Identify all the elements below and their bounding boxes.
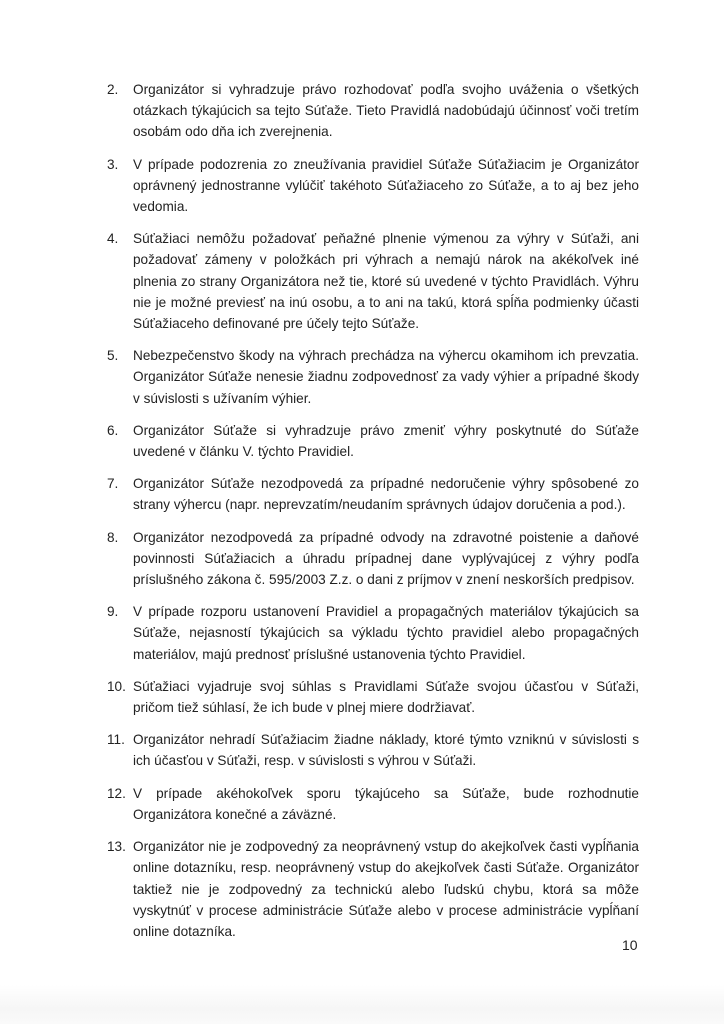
item-text: Organizátor nehradí Súťažiacim žiadne náklady, ktoré týmto vzniknú v súvislosti s ich účasťou v Súťaži, resp. v súvislosti s výhrou v Súťaži.: [133, 732, 639, 769]
item-text: Súťažiaci vyjadruje svoj súhlas s Pravidlami Súťaže svojou účasťou v Súťaži, pričom tiež súhlasí, že ich bude v plnej miere dodržiavať.: [133, 678, 639, 716]
item-text: V prípade rozporu ustanovení Pravidiel a propagačných materiálov týkajúcich sa Súťaže, nejasností týkajúcich sa výkladu týchto pravidiel alebo propagačných materiálov, majú prednosť príslušné ustanovenia týchto Pravidiel.: [133, 604, 639, 662]
list-item: [107, 783, 639, 825]
item-number: 6.: [107, 422, 119, 438]
list-item: [107, 473, 639, 515]
list-item: [107, 527, 639, 591]
item-text: Organizátor Súťaže si vyhradzuje právo zmeniť výhry poskytnuté do Súťaže uvedené v článku V. týchto Pravidiel.: [133, 422, 639, 460]
item-text: Súťažiaci nemôžu požadovať peňažné plnenie výmenou za výhry v Súťaži, ani požadovať zámeny v položkách pri výhrach a nemajú nárok na akékoľvek iné plnenia zo strany Organizátora než tie, ktoré sú uvedené v týchto Pravidlách. Výhru nie je možné previesť na inú osobu, a to ani na takú, ktorá spĺňa podmienky účasti Súťažiaceho definované pre účely tejto Súťaže.: [133, 231, 639, 332]
item-number: 13.: [107, 839, 126, 855]
item-number: 9.: [107, 604, 119, 620]
item-text: Organizátor nezodpovedá za prípadné odvody na zdravotné poistenie a daňové povinnosti Súťažiacich a úhradu prípadnej dane vyplývajúcej z výhry podľa príslušného zákona č. 595/2003 Z.z. o dani z príjmov v znení neskorších predpisov.: [133, 529, 639, 588]
item-number: 4.: [107, 231, 119, 247]
item-number: 10.: [107, 678, 126, 694]
item-number: 3.: [107, 156, 119, 172]
item-text: V prípade podozrenia zo zneužívania pravidiel Súťaže Súťažiacim je Organizátor oprávnený jednostranne vylúčiť takéhoto Súťažiaceho zo Súťaže, a to aj bez jeho vedomia.: [133, 156, 639, 215]
item-number: 2.: [107, 82, 119, 97]
list-item: [107, 601, 639, 665]
item-number: 11.: [107, 732, 125, 748]
item-text: Organizátor Súťaže nezodpovedá za prípadné nedoručenie výhry spôsobené zo strany výhercu (napr. neprevzatím/neudaním správnych údajov doručenia a pod.).: [133, 476, 639, 513]
list-item: [107, 154, 639, 218]
rules-list: [107, 79, 639, 953]
list-item: [107, 420, 639, 462]
item-number: 5.: [107, 348, 119, 364]
page-bottom-edge: [0, 985, 724, 1024]
list-item: [107, 836, 639, 942]
item-text: Nebezpečenstvo škody na výhrach prechádza na výhercu okamihom ich prevzatia. Organizátor Súťaže nenesie žiadnu zodpovednosť za vady výhier a prípadné škody v súvislosti s užívaním výhier.: [133, 348, 639, 406]
item-number: 7.: [107, 476, 119, 492]
item-number: 8.: [107, 529, 119, 545]
list-item: [107, 729, 639, 771]
list-item: [107, 228, 639, 334]
item-text: V prípade akéhokoľvek sporu týkajúceho sa Súťaže, bude rozhodnutie Organizátora konečné a záväzné.: [133, 785, 639, 822]
item-text: Organizátor si vyhradzuje právo rozhodovať podľa svojho uváženia o všetkých otázkach týkajúcich sa tejto Súťaže. Tieto Pravidlá nadobúdajú účinnosť voči tretím osobám odo dňa ich zverejnenia.: [133, 82, 639, 140]
page-number: 10: [622, 937, 638, 953]
list-item: [107, 79, 639, 143]
list-item: [107, 345, 639, 409]
item-number: 12.: [107, 785, 126, 801]
list-item: [107, 676, 639, 718]
item-text: Organizátor nie je zodpovedný za neoprávnený vstup do akejkoľvek časti vypĺňania online dotazníku, resp. neoprávnený vstup do akejkoľvek časti Súťaže. Organizátor taktiež nie je zodpovedný za technickú alebo ľudskú chybu, ktorá sa môže vyskytnúť v procese administrácie Súťaže alebo v procese administrácie vypĺňaní online dotazníka.: [133, 839, 639, 939]
